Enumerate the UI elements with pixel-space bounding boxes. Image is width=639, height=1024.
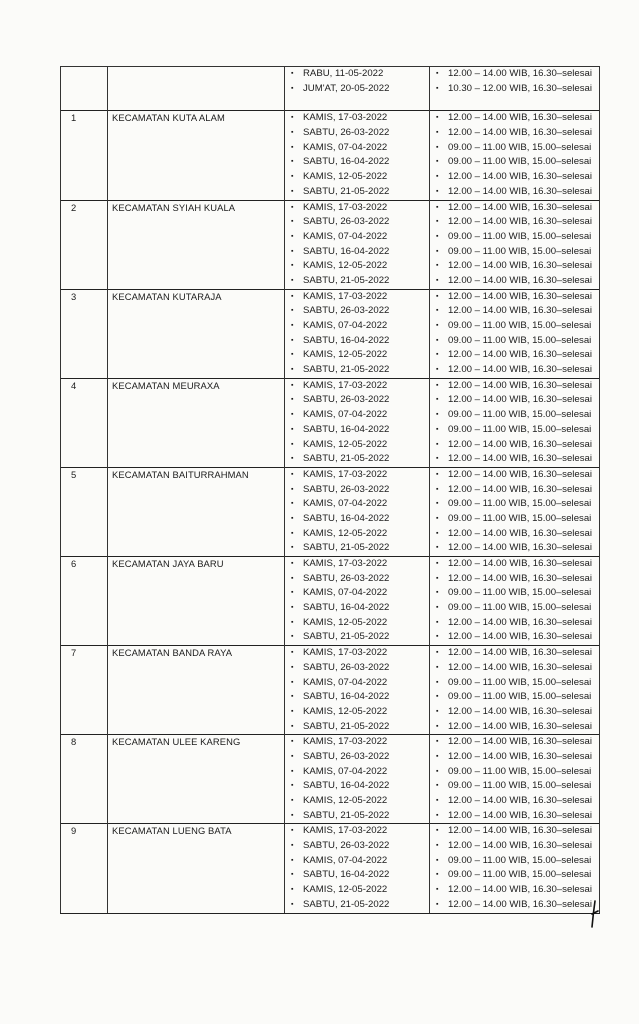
bullet-icon: ▪ — [291, 455, 294, 463]
district-name: KECAMATAN KUTA ALAM — [108, 111, 285, 200]
time-item: ▪ 09.00 – 11.00 WIB, 15.00–selesai — [436, 423, 599, 438]
dates-cell — [285, 67, 430, 97]
time-item: ▪ 09.00 – 11.00 WIB, 15.00–selesai — [436, 676, 599, 691]
bullet-icon: ▪ — [291, 381, 294, 389]
date-item: ▪ KAMIS, 17-03-2022 — [291, 201, 429, 216]
date-item: ▪ KAMIS, 07-04-2022 — [291, 141, 429, 156]
times-cell — [430, 557, 600, 646]
dates-cell — [285, 557, 430, 646]
district-row — [61, 467, 600, 556]
time-item: ▪ 12.00 – 14.00 WIB, 16.30–selesai — [436, 720, 599, 735]
bullet-icon: ▪ — [436, 114, 439, 122]
times-cell — [430, 824, 600, 913]
date-item: ▪ SABTU, 26-03-2022 — [291, 572, 429, 587]
time-item: ▪ 12.00 – 14.00 WIB, 16.30–selesai — [436, 809, 599, 824]
date-item: ▪ SABTU, 21-05-2022 — [291, 274, 429, 289]
continued-row — [61, 67, 600, 97]
row-number: 7 — [61, 646, 108, 735]
date-item: ▪ SABTU, 16-04-2022 — [291, 155, 429, 170]
dates-cell — [285, 289, 430, 378]
time-item: ▪ 12.00 – 14.00 WIB, 16.30–selesai — [436, 290, 599, 305]
bullet-icon: ▪ — [291, 827, 294, 835]
date-item: ▪ SABTU, 26-03-2022 — [291, 839, 429, 854]
bullet-icon: ▪ — [436, 276, 439, 284]
bullet-icon: ▪ — [436, 842, 439, 850]
time-item: ▪ 12.00 – 14.00 WIB, 16.30–selesai — [436, 616, 599, 631]
bullet-icon: ▪ — [436, 158, 439, 166]
time-item: ▪ 09.00 – 11.00 WIB, 15.00–selesai — [436, 334, 599, 349]
time-item: ▪ 12.00 – 14.00 WIB, 16.30–selesai — [436, 883, 599, 898]
bullet-icon: ▪ — [436, 336, 439, 344]
time-item: ▪ 12.00 – 14.00 WIB, 16.30–selesai — [436, 67, 599, 82]
date-item: ▪ SABTU, 21-05-2022 — [291, 185, 429, 200]
date-item: ▪ KAMIS, 17-03-2022 — [291, 735, 429, 750]
bullet-icon: ▪ — [291, 470, 294, 478]
bullet-icon: ▪ — [291, 871, 294, 879]
dates-cell — [285, 467, 430, 556]
bullet-icon: ▪ — [291, 232, 294, 240]
bullet-icon: ▪ — [436, 322, 439, 329]
bullet-icon: ▪ — [436, 425, 439, 433]
dates-cell — [285, 646, 430, 735]
time-item: ▪ 12.00 – 14.00 WIB, 16.30–selesai — [436, 438, 599, 453]
date-item: ▪ KAMIS, 12-05-2022 — [291, 438, 429, 453]
bullet-icon: ▪ — [291, 143, 294, 151]
bullet-icon: ▪ — [436, 70, 439, 77]
district-name: KECAMATAN BANDA RAYA — [108, 646, 285, 735]
bullet-icon: ▪ — [291, 663, 294, 671]
time-item: ▪ 12.00 – 14.00 WIB, 16.30–selesai — [436, 170, 599, 185]
time-item: ▪ 12.00 – 14.00 WIB, 16.30–selesai — [436, 259, 599, 274]
time-item: ▪ 09.00 – 11.00 WIB, 15.00–selesai — [436, 586, 599, 601]
bullet-icon: ▪ — [291, 649, 294, 657]
time-item: ▪ 12.00 – 14.00 WIB, 16.30–selesai — [436, 201, 599, 216]
district-name: KECAMATAN SYIAH KUALA — [108, 200, 285, 289]
time-item: ▪ 09.00 – 11.00 WIB, 15.00–selesai — [436, 868, 599, 883]
bullet-icon: ▪ — [436, 381, 439, 389]
date-item: ▪ KAMIS, 17-03-2022 — [291, 290, 429, 305]
bullet-icon: ▪ — [291, 900, 294, 908]
time-item: ▪ 12.00 – 14.00 WIB, 16.30–selesai — [436, 527, 599, 542]
bullet-icon: ▪ — [291, 811, 294, 819]
time-item: ▪ 12.00 – 14.00 WIB, 16.30–selesai — [436, 126, 599, 141]
bullet-icon: ▪ — [436, 560, 439, 567]
date-item: ▪ KAMIS, 17-03-2022 — [291, 557, 429, 572]
time-item: ▪ 09.00 – 11.00 WIB, 15.00–selesai — [436, 690, 599, 705]
time-item: ▪ 12.00 – 14.00 WIB, 16.30–selesai — [436, 541, 599, 556]
date-item: ▪ SABTU, 16-04-2022 — [291, 779, 429, 794]
bullet-icon: ▪ — [436, 173, 439, 181]
bullet-icon: ▪ — [291, 187, 294, 195]
bullet-icon: ▪ — [291, 366, 294, 374]
time-item: ▪ 12.00 – 14.00 WIB, 16.30–selesai — [436, 839, 599, 854]
bullet-icon: ▪ — [291, 544, 294, 552]
time-item: ▪ 09.00 – 11.00 WIB, 15.00–selesai — [436, 601, 599, 616]
bullet-icon: ▪ — [436, 649, 439, 657]
time-item: ▪ 12.00 – 14.00 WIB, 16.30–selesai — [436, 572, 599, 587]
bullet-icon: ▪ — [436, 292, 439, 300]
bullet-icon: ▪ — [436, 722, 439, 730]
date-item: ▪ SABTU, 26-03-2022 — [291, 393, 429, 408]
bullet-icon: ▪ — [436, 129, 439, 137]
district-name: KECAMATAN MEURAXA — [108, 378, 285, 467]
schedule-table-body — [61, 67, 600, 914]
bullet-icon: ▪ — [291, 529, 294, 537]
date-item: ▪ KAMIS, 17-03-2022 — [291, 379, 429, 394]
district-name: KECAMATAN JAYA BARU — [108, 557, 285, 646]
bullet-icon: ▪ — [291, 633, 294, 641]
district-row — [61, 646, 600, 735]
bullet-icon: ▪ — [436, 307, 439, 315]
date-item: ▪ SABTU, 16-04-2022 — [291, 423, 429, 438]
district-name: KECAMATAN LUENG BATA — [108, 824, 285, 913]
times-cell — [430, 200, 600, 289]
bullet-icon: ▪ — [291, 856, 294, 864]
date-item: ▪ SABTU, 21-05-2022 — [291, 720, 429, 735]
district-row — [61, 111, 600, 200]
time-item: ▪ 12.00 – 14.00 WIB, 16.30–selesai — [436, 363, 599, 378]
bullet-icon: ▪ — [436, 187, 439, 195]
bullet-icon: ▪ — [436, 485, 439, 493]
bullet-icon: ▪ — [291, 425, 294, 433]
bullet-icon: ▪ — [436, 752, 439, 760]
time-item: ▪ 09.00 – 11.00 WIB, 15.00–selesai — [436, 765, 599, 780]
row-number: 8 — [61, 735, 108, 824]
district-row — [61, 557, 600, 646]
dates-cell — [285, 200, 430, 289]
bullet-icon: ▪ — [291, 262, 294, 270]
bullet-icon: ▪ — [291, 158, 294, 166]
time-item: ▪ 09.00 – 11.00 WIB, 15.00–selesai — [436, 230, 599, 245]
time-item: ▪ 09.00 – 11.00 WIB, 15.00–selesai — [436, 319, 599, 334]
schedule-table — [60, 66, 600, 914]
bullet-icon: ▪ — [436, 411, 439, 419]
bullet-icon: ▪ — [436, 678, 439, 686]
date-item: ▪ KAMIS, 07-04-2022 — [291, 319, 429, 334]
date-item: ▪ SABTU, 21-05-2022 — [291, 363, 429, 378]
time-item: ▪ 09.00 – 11.00 WIB, 15.00–selesai — [436, 854, 599, 869]
bullet-icon: ▪ — [291, 396, 294, 404]
bullet-icon: ▪ — [291, 618, 294, 626]
time-item: ▪ 12.00 – 14.00 WIB, 16.30–selesai — [436, 557, 599, 572]
time-item: ▪ 12.00 – 14.00 WIB, 16.30–selesai — [436, 630, 599, 645]
time-item: ▪ 09.00 – 11.00 WIB, 15.00–selesai — [436, 497, 599, 512]
dates-cell — [285, 735, 430, 824]
time-item: ▪ 12.00 – 14.00 WIB, 16.30–selesai — [436, 646, 599, 661]
bullet-icon: ▪ — [291, 842, 294, 850]
bullet-icon: ▪ — [436, 693, 439, 701]
time-item: ▪ 12.00 – 14.00 WIB, 16.30–selesai — [436, 274, 599, 289]
bullet-icon: ▪ — [291, 500, 294, 508]
bullet-icon: ▪ — [436, 589, 439, 597]
dates-cell — [285, 378, 430, 467]
bullet-icon: ▪ — [291, 440, 294, 448]
district-row — [61, 200, 600, 289]
row-number: 9 — [61, 824, 108, 913]
date-item: ▪ KAMIS, 12-05-2022 — [291, 794, 429, 809]
district-row — [61, 824, 600, 913]
dates-cell — [285, 111, 430, 200]
row-number: 1 — [61, 111, 108, 200]
date-item: ▪ SABTU, 26-03-2022 — [291, 483, 429, 498]
bullet-icon: ▪ — [291, 782, 294, 790]
date-item: ▪ KAMIS, 12-05-2022 — [291, 170, 429, 185]
bullet-icon: ▪ — [291, 173, 294, 181]
date-item: ▪ SABTU, 16-04-2022 — [291, 868, 429, 883]
bullet-icon: ▪ — [291, 276, 294, 284]
date-item: ▪ SABTU, 16-04-2022 — [291, 512, 429, 527]
date-item: ▪ SABTU, 21-05-2022 — [291, 541, 429, 556]
date-item: ▪ SABTU, 26-03-2022 — [291, 661, 429, 676]
row-number: 3 — [61, 289, 108, 378]
bullet-icon: ▪ — [291, 114, 294, 122]
bullet-icon: ▪ — [291, 722, 294, 730]
time-item: ▪ 12.00 – 14.00 WIB, 16.30–selesai — [436, 468, 599, 483]
bullet-icon: ▪ — [291, 604, 294, 612]
bullet-icon: ▪ — [291, 336, 294, 344]
bullet-icon: ▪ — [436, 529, 439, 537]
bullet-icon: ▪ — [291, 752, 294, 760]
times-cell — [430, 289, 600, 378]
bullet-icon: ▪ — [436, 455, 439, 463]
bullet-icon: ▪ — [291, 738, 294, 746]
time-item: ▪ 12.00 – 14.00 WIB, 16.30–selesai — [436, 794, 599, 809]
date-item: ▪ SABTU, 21-05-2022 — [291, 452, 429, 467]
district-row — [61, 378, 600, 467]
row-number: 5 — [61, 467, 108, 556]
date-item: ▪ KAMIS, 17-03-2022 — [291, 824, 429, 839]
date-item: ▪ KAMIS, 07-04-2022 — [291, 497, 429, 512]
date-item: ▪ SABTU, 16-04-2022 — [291, 601, 429, 616]
date-item: ▪ KAMIS, 12-05-2022 — [291, 348, 429, 363]
time-item: ▪ 12.00 – 14.00 WIB, 16.30–selesai — [436, 898, 599, 913]
date-item: ▪ KAMIS, 12-05-2022 — [291, 705, 429, 720]
bullet-icon: ▪ — [436, 514, 439, 522]
bullet-icon: ▪ — [436, 827, 439, 835]
bullet-icon: ▪ — [436, 604, 439, 612]
time-item: ▪ 12.00 – 14.00 WIB, 16.30–selesai — [436, 393, 599, 408]
date-item: ▪ SABTU, 21-05-2022 — [291, 898, 429, 913]
bullet-icon: ▪ — [291, 485, 294, 493]
date-item: ▪ SABTU, 16-04-2022 — [291, 245, 429, 260]
date-item: ▪ KAMIS, 12-05-2022 — [291, 527, 429, 542]
date-item: ▪ KAMIS, 07-04-2022 — [291, 408, 429, 423]
bullet-icon: ▪ — [291, 84, 294, 92]
bullet-icon: ▪ — [436, 500, 439, 508]
times-cell — [430, 646, 600, 735]
bullet-icon: ▪ — [291, 589, 294, 597]
date-item: ▪ KAMIS, 17-03-2022 — [291, 111, 429, 126]
time-item: ▪ 12.00 – 14.00 WIB, 16.30–selesai — [436, 824, 599, 839]
bullet-icon: ▪ — [291, 411, 294, 419]
bullet-icon: ▪ — [291, 70, 294, 77]
bullet-icon: ▪ — [436, 351, 439, 359]
bullet-icon: ▪ — [436, 738, 439, 746]
date-item: ▪ KAMIS, 07-04-2022 — [291, 765, 429, 780]
time-item: ▪ 10.30 – 12.00 WIB, 16.30–selesai — [436, 82, 599, 97]
date-item: ▪ JUM'AT, 20-05-2022 — [291, 82, 429, 97]
bullet-icon: ▪ — [436, 218, 439, 226]
times-cell — [430, 467, 600, 556]
bullet-icon: ▪ — [436, 366, 439, 374]
time-item: ▪ 12.00 – 14.00 WIB, 16.30–selesai — [436, 661, 599, 676]
row-number: 6 — [61, 557, 108, 646]
time-item: ▪ 09.00 – 11.00 WIB, 15.00–selesai — [436, 779, 599, 794]
dates-cell — [285, 824, 430, 913]
date-item: ▪ SABTU, 16-04-2022 — [291, 334, 429, 349]
bullet-icon: ▪ — [291, 247, 294, 255]
bullet-icon: ▪ — [436, 247, 439, 255]
bullet-icon: ▪ — [291, 797, 294, 804]
bullet-icon: ▪ — [436, 84, 439, 92]
date-item: ▪ KAMIS, 17-03-2022 — [291, 468, 429, 483]
row-number: 4 — [61, 378, 108, 467]
time-item: ▪ 12.00 – 14.00 WIB, 16.30–selesai — [436, 215, 599, 230]
time-item: ▪ 12.00 – 14.00 WIB, 16.30–selesai — [436, 379, 599, 394]
time-item: ▪ 09.00 – 11.00 WIB, 15.00–selesai — [436, 245, 599, 260]
bullet-icon: ▪ — [291, 678, 294, 686]
bullet-icon: ▪ — [291, 693, 294, 701]
bullet-icon: ▪ — [436, 707, 439, 715]
district-row — [61, 735, 600, 824]
bullet-icon: ▪ — [436, 440, 439, 448]
bullet-icon: ▪ — [436, 574, 439, 582]
bullet-icon: ▪ — [291, 767, 294, 775]
date-item: ▪ SABTU, 26-03-2022 — [291, 304, 429, 319]
bullet-icon: ▪ — [291, 292, 294, 300]
date-item: ▪ SABTU, 21-05-2022 — [291, 630, 429, 645]
date-item: ▪ KAMIS, 07-04-2022 — [291, 676, 429, 691]
district-name: KECAMATAN ULEE KARENG — [108, 735, 285, 824]
time-item: ▪ 09.00 – 11.00 WIB, 15.00–selesai — [436, 141, 599, 156]
bullet-icon: ▪ — [291, 218, 294, 226]
date-item: ▪ KAMIS, 07-04-2022 — [291, 230, 429, 245]
bullet-icon: ▪ — [436, 262, 439, 270]
bullet-icon: ▪ — [436, 886, 439, 894]
bullet-icon: ▪ — [436, 544, 439, 552]
date-item: ▪ KAMIS, 07-04-2022 — [291, 854, 429, 869]
bullet-icon: ▪ — [436, 203, 439, 211]
number-cell — [61, 67, 108, 97]
bullet-icon: ▪ — [436, 767, 439, 775]
date-item: ▪ KAMIS, 12-05-2022 — [291, 883, 429, 898]
bullet-icon: ▪ — [291, 886, 294, 894]
bullet-icon: ▪ — [436, 797, 439, 804]
time-item: ▪ 12.00 – 14.00 WIB, 16.30–selesai — [436, 735, 599, 750]
date-item: ▪ SABTU, 21-05-2022 — [291, 809, 429, 824]
date-item: ▪ RABU, 11-05-2022 — [291, 67, 429, 82]
date-item: ▪ SABTU, 26-03-2022 — [291, 126, 429, 141]
bullet-icon: ▪ — [291, 574, 294, 582]
date-item: ▪ SABTU, 26-03-2022 — [291, 215, 429, 230]
bullet-icon: ▪ — [436, 811, 439, 819]
time-item: ▪ 09.00 – 11.00 WIB, 15.00–selesai — [436, 512, 599, 527]
bullet-icon: ▪ — [291, 351, 294, 359]
bullet-icon: ▪ — [436, 782, 439, 790]
time-item: ▪ 12.00 – 14.00 WIB, 16.30–selesai — [436, 185, 599, 200]
date-item: ▪ KAMIS, 07-04-2022 — [291, 586, 429, 601]
time-item: ▪ 09.00 – 11.00 WIB, 15.00–selesai — [436, 408, 599, 423]
district-cell — [108, 67, 285, 97]
handwritten-mark — [589, 900, 599, 928]
district-row — [61, 289, 600, 378]
bullet-icon: ▪ — [291, 322, 294, 329]
bullet-icon: ▪ — [436, 663, 439, 671]
bullet-icon: ▪ — [291, 307, 294, 315]
time-item: ▪ 12.00 – 14.00 WIB, 16.30–selesai — [436, 348, 599, 363]
time-item: ▪ 12.00 – 14.00 WIB, 16.30–selesai — [436, 452, 599, 467]
time-item: ▪ 12.00 – 14.00 WIB, 16.30–selesai — [436, 111, 599, 126]
district-name: KECAMATAN BAITURRAHMAN — [108, 467, 285, 556]
date-item: ▪ KAMIS, 12-05-2022 — [291, 616, 429, 631]
times-cell — [430, 378, 600, 467]
time-item: ▪ 09.00 – 11.00 WIB, 15.00–selesai — [436, 155, 599, 170]
date-item: ▪ KAMIS, 12-05-2022 — [291, 259, 429, 274]
row-number: 2 — [61, 200, 108, 289]
time-item: ▪ 12.00 – 14.00 WIB, 16.30–selesai — [436, 750, 599, 765]
bullet-icon: ▪ — [291, 707, 294, 715]
bullet-icon: ▪ — [436, 143, 439, 151]
bullet-icon: ▪ — [436, 470, 439, 478]
bullet-icon: ▪ — [291, 129, 294, 137]
bullet-icon: ▪ — [436, 396, 439, 404]
time-item: ▪ 12.00 – 14.00 WIB, 16.30–selesai — [436, 705, 599, 720]
bullet-icon: ▪ — [436, 618, 439, 626]
time-item: ▪ 12.00 – 14.00 WIB, 16.30–selesai — [436, 304, 599, 319]
bullet-icon: ▪ — [291, 560, 294, 567]
bullet-icon: ▪ — [291, 203, 294, 211]
times-cell — [430, 67, 600, 97]
bullet-icon: ▪ — [436, 232, 439, 240]
time-item: ▪ 12.00 – 14.00 WIB, 16.30–selesai — [436, 483, 599, 498]
date-item: ▪ SABTU, 26-03-2022 — [291, 750, 429, 765]
bullet-icon: ▪ — [436, 871, 439, 879]
spacer-row — [61, 96, 600, 111]
date-item: ▪ KAMIS, 17-03-2022 — [291, 646, 429, 661]
bullet-icon: ▪ — [436, 900, 439, 908]
date-item: ▪ SABTU, 16-04-2022 — [291, 690, 429, 705]
bullet-icon: ▪ — [291, 514, 294, 522]
times-cell — [430, 735, 600, 824]
district-name: KECAMATAN KUTARAJA — [108, 289, 285, 378]
times-cell — [430, 111, 600, 200]
bullet-icon: ▪ — [436, 633, 439, 641]
bullet-icon: ▪ — [436, 856, 439, 864]
